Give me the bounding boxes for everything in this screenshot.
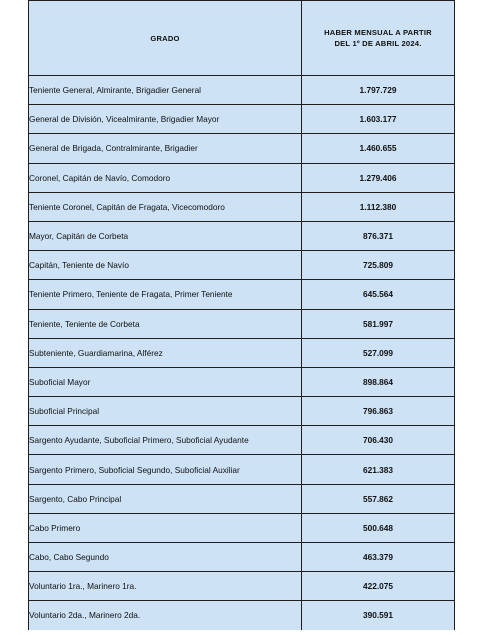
cell-grado: Voluntario 2da., Marinero 2da.	[29, 601, 302, 630]
cell-haber: 463.379	[302, 543, 455, 572]
cell-haber: 898.864	[302, 367, 455, 396]
table-row	[29, 309, 455, 338]
table-row	[29, 221, 455, 250]
table-row	[29, 280, 455, 309]
cell-grado: Suboficial Principal	[29, 397, 302, 426]
cell-grado: Cabo, Cabo Segundo	[29, 543, 302, 572]
cell-haber: 1.603.177	[302, 105, 455, 134]
cell-haber: 527.099	[302, 338, 455, 367]
cell-haber: 706.430	[302, 426, 455, 455]
cell-haber: 500.648	[302, 513, 455, 542]
cell-grado: Voluntario 1ra., Marinero 1ra.	[29, 572, 302, 601]
header-haber	[302, 1, 455, 76]
cell-grado: Teniente Primero, Teniente de Fragata, Primer Teniente	[29, 280, 302, 309]
cell-haber: 557.862	[302, 484, 455, 513]
cell-haber: 1.112.380	[302, 192, 455, 221]
header-row	[29, 1, 455, 76]
table-row	[29, 367, 455, 396]
table-row	[29, 513, 455, 542]
cell-haber: 1.460.655	[302, 134, 455, 163]
table-row	[29, 397, 455, 426]
cell-grado: Teniente, Teniente de Corbeta	[29, 309, 302, 338]
cell-grado: Coronel, Capitán de Navío, Comodoro	[29, 163, 302, 192]
cell-haber: 645.564	[302, 280, 455, 309]
salary-table	[28, 0, 455, 631]
table-row	[29, 572, 455, 601]
cell-haber: 725.809	[302, 251, 455, 280]
cell-haber: 422.075	[302, 572, 455, 601]
cell-haber: 1.279.406	[302, 163, 455, 192]
table-row	[29, 251, 455, 280]
cell-grado: General de División, Vicealmirante, Brigadier Mayor	[29, 105, 302, 134]
cell-grado: General de Brigada, Contralmirante, Brigadier	[29, 134, 302, 163]
table-row	[29, 455, 455, 484]
cell-haber: 390.591	[302, 601, 455, 630]
cell-grado: Mayor, Capitán de Corbeta	[29, 221, 302, 250]
table-row	[29, 543, 455, 572]
cell-haber: 581.997	[302, 309, 455, 338]
table-row	[29, 426, 455, 455]
header-haber-line2: DEL 1º DE ABRIL 2024.	[334, 39, 422, 48]
table-row	[29, 163, 455, 192]
table-row	[29, 105, 455, 134]
cell-grado: Sargento Ayudante, Suboficial Primero, Suboficial Ayudante	[29, 426, 302, 455]
header-haber-line1: HABER MENSUAL A PARTIR	[324, 28, 432, 37]
cell-haber: 876.371	[302, 221, 455, 250]
cell-haber: 621.383	[302, 455, 455, 484]
table-row	[29, 76, 455, 105]
table-row	[29, 484, 455, 513]
table-row	[29, 134, 455, 163]
cell-grado: Suboficial Mayor	[29, 367, 302, 396]
cell-grado: Capitán, Teniente de Navío	[29, 251, 302, 280]
header-grado: GRADO	[29, 1, 302, 76]
table-row	[29, 338, 455, 367]
table-header	[29, 1, 455, 76]
cell-grado: Subteniente, Guardiamarina, Alférez	[29, 338, 302, 367]
table-body	[29, 76, 455, 631]
table-row	[29, 192, 455, 221]
cell-grado: Teniente Coronel, Capitán de Fragata, Vicecomodoro	[29, 192, 302, 221]
cell-haber: 1.797.729	[302, 76, 455, 105]
page-bottom-margin	[0, 630, 489, 635]
cell-grado: Sargento Primero, Suboficial Segundo, Suboficial Auxiliar	[29, 455, 302, 484]
cell-haber: 796.863	[302, 397, 455, 426]
cell-grado: Teniente General, Almirante, Brigadier General	[29, 76, 302, 105]
cell-grado: Cabo Primero	[29, 513, 302, 542]
cell-grado: Sargento, Cabo Principal	[29, 484, 302, 513]
table-row	[29, 601, 455, 630]
